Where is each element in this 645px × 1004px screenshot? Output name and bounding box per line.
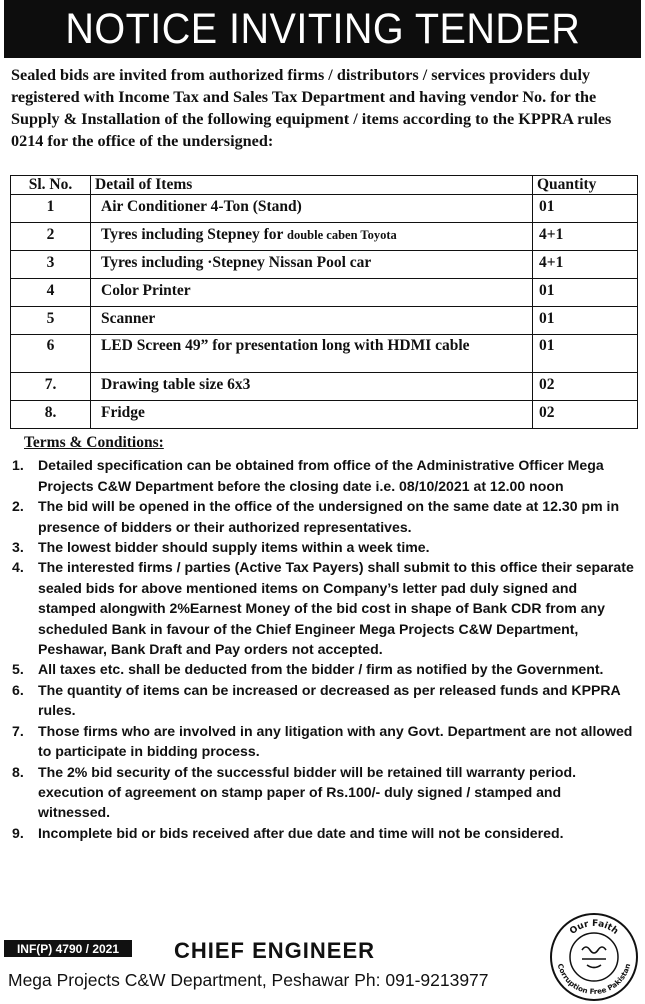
terms-item-text: Those firms who are involved in any litigation with any Govt. Department are not allowed to participate in bidding process. xyxy=(38,722,633,760)
row-quantity: 02 xyxy=(533,373,638,401)
col-header-qty: Quantity xyxy=(533,176,638,195)
table-row xyxy=(11,373,638,401)
table-row xyxy=(11,335,638,373)
row-item-detail xyxy=(91,279,533,307)
row-quantity: 01 xyxy=(533,279,638,307)
table-row xyxy=(11,279,638,307)
table-row xyxy=(11,401,638,429)
row-item-detail xyxy=(91,195,533,223)
row-item-detail-small-text: double caben Toyota xyxy=(287,228,397,242)
row-quantity: 01 xyxy=(533,195,638,223)
terms-item-number: 3. xyxy=(12,539,24,556)
terms-item-number: 8. xyxy=(12,763,24,780)
terms-item-number: 5. xyxy=(12,661,24,678)
corruption-free-pakistan-logo xyxy=(549,912,639,1002)
signatory-title: CHIEF ENGINEER xyxy=(174,938,376,963)
row-sl-number: 8. xyxy=(11,401,91,429)
terms-item xyxy=(12,721,637,762)
logo-top-text: Our Faith xyxy=(568,918,620,937)
col-header-detail: Detail of Items xyxy=(91,176,533,195)
row-sl-number: 1 xyxy=(11,195,91,223)
terms-item xyxy=(12,823,637,843)
row-item-detail-text: LED Screen 49” for presentation long with HDMI cable xyxy=(101,337,470,354)
row-item-detail xyxy=(91,401,533,429)
terms-item xyxy=(12,659,637,679)
terms-item-text: The lowest bidder should supply items within a week time. xyxy=(38,539,430,556)
terms-item xyxy=(12,496,637,537)
row-item-detail xyxy=(91,307,533,335)
terms-item xyxy=(12,537,637,557)
terms-list xyxy=(12,455,637,843)
row-sl-number: 6 xyxy=(11,335,91,373)
terms-item-text: Incomplete bid or bids received after due date and time will not be considered. xyxy=(38,824,564,841)
signatory-address: Mega Projects C&W Department, Peshawar Ph: 091-9213977 xyxy=(8,970,489,990)
terms-item xyxy=(12,680,637,721)
row-quantity: 01 xyxy=(533,307,638,335)
terms-item-text: The 2% bid security of the successful bidder will be retained till warranty period. execution of agreement on stamp paper of Rs.100/- duly signed / stamped and witnessed. xyxy=(38,763,577,821)
reference-number: INF(P) 4790 / 2021 xyxy=(4,940,132,957)
terms-item-text: The quantity of items can be increased or decreased as per released funds and KPPRA rules. xyxy=(38,681,621,719)
row-item-detail-text: Scanner xyxy=(101,310,156,327)
title-banner xyxy=(4,0,641,58)
row-item-detail xyxy=(91,335,533,373)
row-sl-number: 3 xyxy=(11,251,91,279)
row-item-detail-text: Fridge xyxy=(101,404,145,421)
col-header-sl: Sl. No. xyxy=(11,176,91,195)
row-item-detail xyxy=(91,251,533,279)
row-sl-number: 5 xyxy=(11,307,91,335)
row-item-detail-text: Tyres including ·Stepney Nissan Pool car xyxy=(101,254,372,271)
row-item-detail xyxy=(91,223,533,251)
logo-bottom-text: Corruption Free Pakistan xyxy=(555,962,633,997)
terms-item-text: All taxes etc. shall be deducted from the bidder / firm as notified by the Government. xyxy=(38,661,604,678)
terms-item-number: 6. xyxy=(12,681,24,698)
row-sl-number: 2 xyxy=(11,223,91,251)
table-row xyxy=(11,223,638,251)
terms-item-text: The bid will be opened in the office of the undersigned on the same date at 12.30 pm in presence of bidders or their authorized representatives. xyxy=(38,498,620,535)
table-row xyxy=(11,195,638,223)
row-quantity: 4+1 xyxy=(533,223,638,251)
terms-section xyxy=(12,433,637,843)
row-sl-number: 4 xyxy=(11,279,91,307)
terms-item-number: 1. xyxy=(12,457,24,474)
row-quantity: 01 xyxy=(533,335,638,373)
row-item-detail-text: Tyres including Stepney for xyxy=(101,226,288,243)
items-table xyxy=(10,175,638,429)
table-row xyxy=(11,307,638,335)
row-quantity: 4+1 xyxy=(533,251,638,279)
terms-item-text: Detailed specification can be obtained from office of the Administrative Officer Mega Projects C&W Department before the closing date i.e. 08/10/2021 at 12.00 noon xyxy=(38,457,604,494)
row-sl-number: 7. xyxy=(11,373,91,401)
row-item-detail xyxy=(91,373,533,401)
page-title: NOTICE INVITING TENDER xyxy=(65,4,580,53)
terms-item-number: 2. xyxy=(12,498,24,515)
intro-paragraph: Sealed bids are invited from authorized firms / distributors / services providers duly registered with Income Tax and Sales Tax Department and having vendor No. for the Supply & Installation of the following equipment / items according to the KPPRA rules 0214 for the office of the undersigned: xyxy=(11,66,612,150)
row-item-detail-text: Drawing table size 6x3 xyxy=(101,376,251,393)
terms-item-number: 7. xyxy=(12,722,24,739)
table-header-row xyxy=(11,176,638,195)
terms-item xyxy=(12,762,637,823)
terms-item xyxy=(12,557,637,659)
terms-item-text: The interested firms / parties (Active Tax Payers) shall submit to this office their separate sealed bids for above mentioned items on Company’s letter pad duly signed and stamped alongwith 2%Earnest Money of the bid cost in shape of Bank CDR from any scheduled Bank in favour of the Chief Engineer Mega Projects C&W Department, Peshawar, Bank Draft and Pay orders not accepted. xyxy=(38,559,634,658)
row-item-detail-text: Air Conditioner 4-Ton (Stand) xyxy=(101,198,302,215)
terms-item-number: 9. xyxy=(12,824,24,841)
terms-heading: Terms & Conditions: xyxy=(24,434,164,451)
table-body xyxy=(11,195,638,429)
row-item-detail-text: Color Printer xyxy=(101,282,191,299)
terms-item-number: 4. xyxy=(12,559,24,576)
row-quantity: 02 xyxy=(533,401,638,429)
table-row xyxy=(11,251,638,279)
terms-item xyxy=(12,455,637,496)
